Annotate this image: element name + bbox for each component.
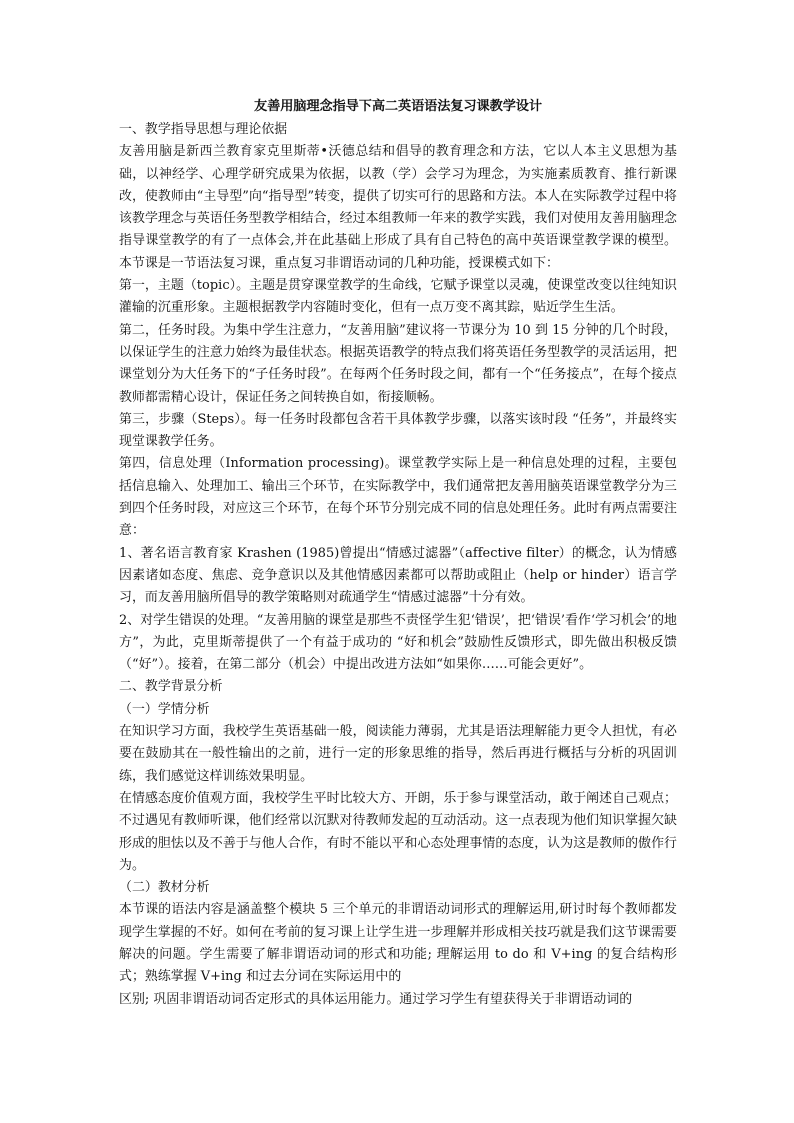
subsection-heading-2: （二）教材分析 bbox=[119, 880, 210, 896]
paragraph-topic: 第一，主题（topic）。主题是贯穿课堂教学的生命线，它赋予课堂以灵魂，使课堂改变以往纯知识灌输的沉重形象。主题根据教学内容随时变化，但有一点万变不离其踪，贴近学生生活。 bbox=[119, 278, 677, 316]
paragraph-knowledge: 在知识学习方面，我校学生英语基础一般，阅读能力薄弱，尤其是语法理解能力更令人担忧，有必要在鼓励其在一般性输出的之前，进行一定的形象思维的指导，然后再进行概括与分析的巩固训练，我们感觉这样训练效果明显。 bbox=[119, 724, 677, 784]
paragraph-continuation: 区别; 巩固非谓语动词否定形式的具体运用能力。通过学习学生有望获得关于非谓语动词的 bbox=[119, 991, 633, 1007]
paragraph-textbook: 本节课的语法内容是涵盖整个模块 5 三个单元的非谓语动词形式的理解运用,研讨时每个教师都发现学生掌握的不好。如何在考前的复习课上让学生进一步理解并形成相关技巧就是我们这节课需要解决的问题。学生需要了解非谓语动词的形式和功能; 理解运用 to do 和 V+ing 的复合结构形式；熟练掌握 V+ing 和过去分词在实际运用中的 bbox=[119, 902, 677, 985]
paragraph-steps: 第三，步骤（Steps）。每一任务时段都包含若干具体教学步骤，以落实该时段 “任务”，并最终实现堂课教学任务。 bbox=[119, 411, 677, 450]
paragraph-information-processing: 第四，信息处理（Information processing)。课堂教学实际上是一种信息处理的过程，主要包括信息输入、处理加工、输出三个环节，在实际教学中，我们通常把友善用脑英语课堂教学分为三到四个任务时段，对应这三个环节，在每个环节分别完成不同的信息处理任务。此时有两点需要注意： bbox=[119, 456, 677, 539]
paragraph-note-2: 2、对学生错误的处理。“友善用脑的课堂是那些不责怪学生犯‘错误’，把‘错误’看作‘学习机会’的地方”，为此，克里斯蒂提供了一个有益于成功的 “好和机会”鼓励性反馈形式，即先做出积极反馈（“好”）。接着，在第二部分（机会）中提出改进方法如“如果你……可能会更好”。 bbox=[119, 612, 677, 673]
section-heading-2: 二、教学背景分析 bbox=[119, 679, 223, 695]
paragraph-attitude: 在情感态度价值观方面，我校学生平时比较大方、开朗，乐于参与课堂活动，敢于阐述自己观点；不过遇见有教师听课，他们经常以沉默对待教师发起的互动活动。这一点表现为他们知识掌握欠缺形成的胆怯以及不善于与他人合作，有时不能以平和心态处理事情的态度，认为这是教师的傲作行为。 bbox=[119, 790, 677, 873]
paragraph-task-period: 第二，任务时段。为集中学生注意力，“友善用脑”建议将一节课分为 10 到 15 分钟的几个时段，以保证学生的注意力始终为最佳状态。根据英语教学的特点我们将英语任务型教学的灵活运用，把课堂划分为大任务下的“子任务时段”。在每两个任务时段之间，都有一个“任务接点”，在每个接点教师都需精心设计，保证任务之间转换自如，衔接顺畅。 bbox=[119, 322, 677, 405]
document-title: 友善用脑理念指导下高二英语语法复习课教学设计 bbox=[254, 99, 542, 114]
document-page bbox=[119, 96, 677, 1011]
paragraph-intro: 友善用脑是新西兰教育家克里斯蒂•沃德总结和倡导的教育理念和方法，它以人本主义思想为基础，以神经学、心理学研究成果为依据，以教（学）会学习为理念，为实施素质教育、推行新课改，使教师由“主导型”向“指导型”转变，提供了切实可行的思路和方法。本人在实际教学过程中将该教学理念与英语任务型教学相结合，经过本组教师一年来的教学实践，我们对使用友善用脑理念指导课堂教学的有了一点体会,并在此基础上形成了具有自己特色的高中英语课堂教学课的模型。本节课是一节语法复习课，重点复习非谓语动词的几种功能，授课模式如下： bbox=[119, 144, 677, 271]
subsection-heading-1: （一）学情分析 bbox=[119, 701, 210, 717]
section-heading-1: 一、教学指导思想与理论依据 bbox=[119, 122, 288, 137]
paragraph-note-1: 1、著名语言教育家 Krashen (1985)曾提出“情感过滤器”（affective filter）的概念，认为情感因素诸如态度、焦虑、竞争意识以及其他情感因素都可以帮助或阻止（help or hinder）语言学习，而友善用脑所倡导的教学策略则对疏通学生“情感过滤器”十分有效。 bbox=[119, 545, 677, 606]
